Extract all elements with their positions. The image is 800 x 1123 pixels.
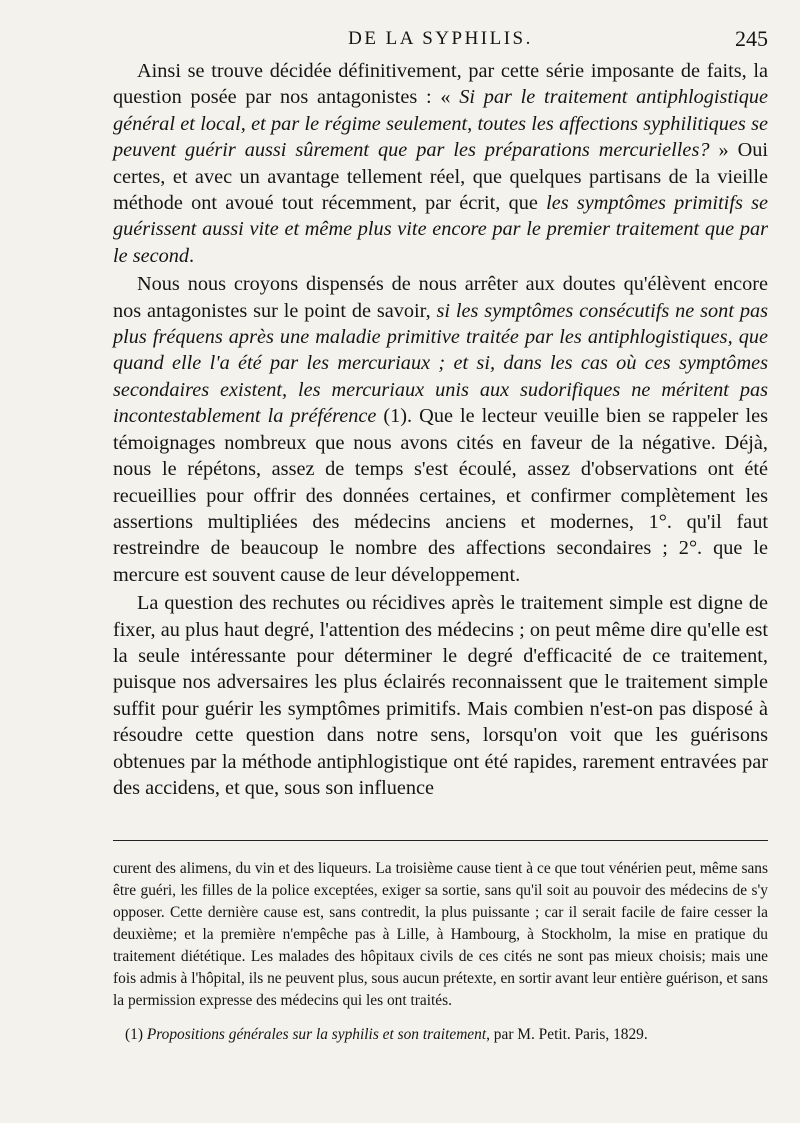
running-title: DE LA SYPHILIS. — [348, 28, 533, 49]
footnote-1 — [113, 1024, 768, 1046]
page-header — [113, 26, 768, 56]
footnote-citation: , par M. Petit. Paris, 1829. — [486, 1026, 648, 1043]
p1-claim-italic: les symptômes primitifs se guérissent aussi vite et même plus vite encore par le premier traitement que par le second — [113, 192, 768, 267]
paragraph-1 — [113, 58, 768, 269]
footnote-marker: (1) — [125, 1026, 143, 1043]
footnotes — [113, 858, 768, 1046]
p2-question-italic: si les symptômes consécutifs ne sont pas plus fréquens après une maladie primitive traitée par les antiphlogistiques, que quand elle l'a été par les mercuriaux ; et si, dans les cas où ces symptômes secondaires existent, les mercuriaux unis aux sudorifiques ne méritent pas incontestablement la préférence — [113, 299, 768, 428]
p3-text-1: La question des rechutes ou récidives après le traitement simple est digne de fixer, au plus haut degré, l'attention des médecins ; on peut même dire qu'elle est la seule intéressante pour déterminer le degré d'efficacité de ce traitement, puisque nos adversaires les plus éclairés reconnaissent que le traitement simple suffit pour guérir les symptômes primitifs. Mais combien n'est-on pas disposé à résoudre cette question dans notre sens, lorsqu'on voit que les guérisons obtenues par la méthode antiphlogistique ont été rapides, rarement entravées par des accidens, et que, sous son influence — [113, 592, 768, 799]
p2-text-1: Nous nous croyons dispensés de nous arrêter aux doutes qu'élèvent encore nos antagonistes sur le point de savoir, — [113, 273, 768, 322]
paragraph-3 — [113, 590, 768, 801]
p1-text-2: » Oui certes, et avec un avantage tellement réel, que quelques partisans de la vieille méthode ont avoué tout récemment, par écrit, que — [113, 139, 769, 215]
main-text — [113, 58, 768, 801]
p2-text-2: (1). Que le lecteur veuille bien se rappeler les témoignages nombreux que nous avons cités en faveur de la négative. Déjà, nous le répétons, assez de temps s'est écoulé, assez d'observations ont été recueillies pour offrir des données certaines, et confirmer complètement les assertions multipliées des médecins anciens et modernes, 1°. qu'il faut restreindre de beaucoup le nombre des affections secondaires ; 2°. que le mercure est souvent cause de leur développement. — [113, 405, 768, 586]
footnote-title: Propositions générales sur la syphilis et son traitement — [146, 1026, 487, 1043]
footnote-divider — [113, 840, 768, 841]
p1-quote-italic: Si par le traitement antiphlogistique général et local, et par le régime seulement, toutes les affections syphilitiques se peuvent guérir aussi sûrement que par les préparations mercurielles? — [113, 86, 768, 162]
page-number: 245 — [735, 26, 768, 51]
continued-note: curent des alimens, du vin et des liqueurs. La troisième cause tient à ce que tout vénérien peut, même sans être guéri, les filles de la police exceptées, exiger sa sortie, sans qu'il soit au pouvoir des médecins de s'y opposer. Cette dernière cause est, sans contredit, la plus puissante ; car il serait facile de faire cesser la deuxième; et la première n'empêche pas à Lille, à Hambourg, à Stockholm, la mise en pratique du traitement diététique. Les malades des hôpitaux civils de ces cités ne sont pas mieux choisis; mais une fois admis à l'hôpital, ils ne peuvent plus, sous aucun prétexte, en sortir avant leur entière guérison, et sans la permission expresse des médecins qui les ont traités. — [113, 860, 768, 1009]
paragraph-2 — [113, 271, 768, 588]
p1-text-1: Ainsi se trouve décidée définitivement, par cette série imposante de faits, la question posée par nos antagonistes : « — [113, 60, 768, 109]
p1-text-3: . — [189, 244, 195, 267]
